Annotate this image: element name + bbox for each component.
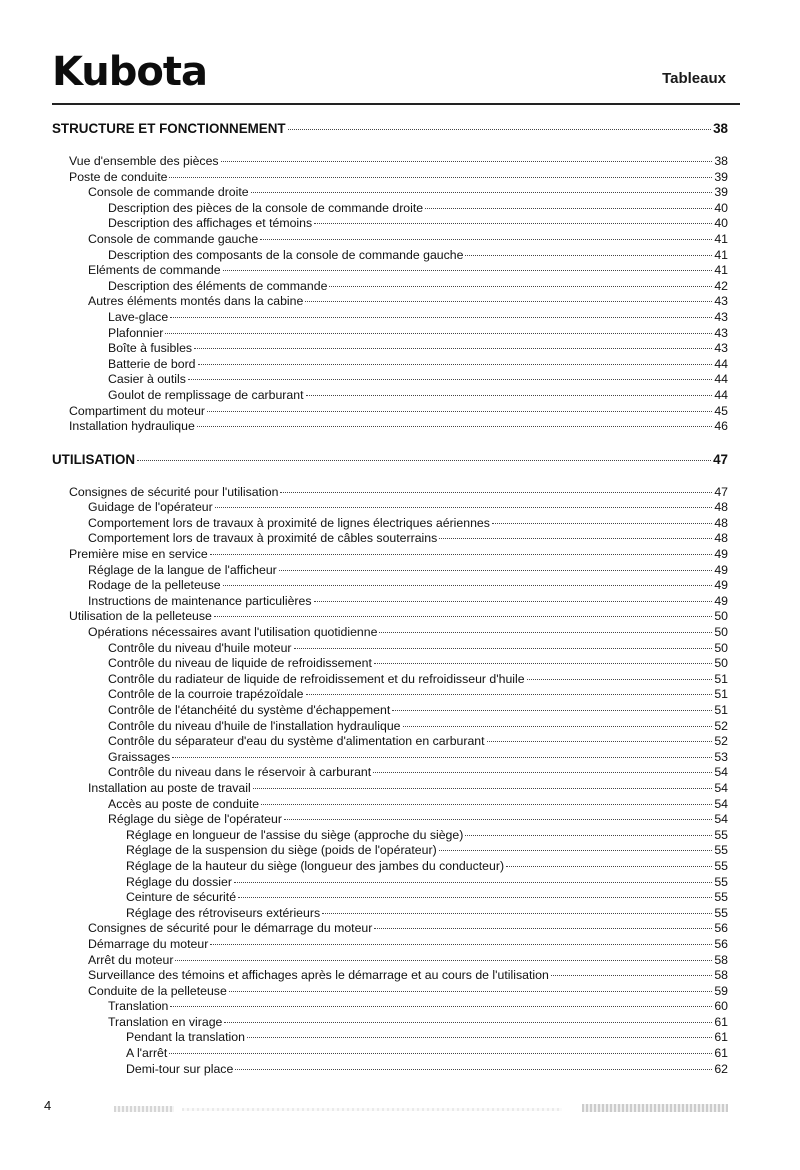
toc-entry[interactable] (52, 419, 728, 435)
toc-entry[interactable] (52, 953, 728, 969)
dot-leader (280, 492, 712, 493)
toc-entry-page: 56 (714, 936, 728, 951)
toc-entry-title: Accès au poste de conduite (108, 796, 260, 811)
toc-section-utilisation[interactable] (52, 451, 728, 469)
dot-leader (314, 223, 712, 224)
toc-entry-title: Translation (108, 999, 169, 1014)
toc-entry-page: 51 (714, 671, 728, 686)
toc-entry-page: 50 (714, 625, 728, 640)
toc-entry[interactable] (52, 185, 728, 201)
dot-leader (439, 538, 712, 539)
toc-entry-title: Description des composants de la console de commande gauche (108, 247, 464, 262)
toc-entry-title: Eléments de commande (88, 263, 221, 278)
dot-leader (214, 616, 712, 617)
toc-entry[interactable] (52, 672, 728, 688)
dot-leader (210, 944, 712, 945)
toc-entry[interactable] (52, 578, 728, 594)
toc-entry-title: Compartiment du moteur (69, 403, 206, 418)
toc-entry-page: 55 (714, 858, 728, 873)
toc-entry-title: Réglage de la langue de l'afficheur (88, 562, 277, 577)
toc-entry-page: 49 (714, 578, 728, 593)
dot-leader (487, 741, 713, 742)
toc-entry-page: 41 (714, 263, 728, 278)
dot-leader (379, 632, 712, 633)
toc-entry-title: Batterie de bord (108, 356, 196, 371)
toc-entry[interactable] (52, 388, 728, 404)
toc-entry-title: Vue d'ensemble des pièces (69, 154, 219, 168)
toc-entry[interactable] (52, 1030, 728, 1046)
toc-entry-title: Utilisation de la pelleteuse (69, 609, 212, 624)
dot-leader (197, 426, 713, 427)
toc-entry-title: Casier à outils (108, 372, 186, 387)
toc-entry-title: Graissages (108, 749, 171, 764)
toc-entry[interactable] (52, 1015, 728, 1031)
dot-leader (425, 208, 712, 209)
toc-entry-title: Surveillance des témoins et affichages après le démarrage et au cours de l'utilisation (88, 968, 549, 983)
toc-entry-title: Guidage de l'opérateur (88, 500, 213, 515)
toc-entry[interactable] (52, 279, 728, 295)
toc-entry-page: 39 (714, 169, 728, 184)
toc-entry[interactable] (52, 781, 728, 797)
toc-entry[interactable] (52, 843, 728, 859)
section-page: 38 (713, 121, 728, 136)
dot-leader (221, 161, 713, 162)
toc-entry[interactable] (52, 875, 728, 891)
toc-entry-title: Comportement lors de travaux à proximité de câbles souterrains (88, 531, 438, 546)
toc-entry-page: 55 (714, 874, 728, 889)
toc-entry[interactable] (52, 154, 728, 170)
toc-entry-page: 58 (714, 968, 728, 983)
dot-leader (492, 523, 712, 524)
dot-leader (465, 255, 712, 256)
toc-entry-page: 48 (714, 515, 728, 530)
toc-entry[interactable] (52, 485, 728, 501)
toc-entry[interactable] (52, 734, 728, 750)
toc-section-structure[interactable] (52, 120, 728, 138)
toc-entry-title: Consignes de sécurité pour l'utilisation (69, 484, 279, 499)
toc-entry[interactable] (52, 1062, 728, 1078)
toc-entry-title: Description des affichages et témoins (108, 216, 313, 231)
dot-leader (306, 395, 713, 396)
toc-entry-title: Conduite de la pelleteuse (88, 983, 227, 998)
toc-entry[interactable] (52, 594, 728, 610)
dot-leader (247, 1037, 712, 1038)
dot-leader (170, 1006, 712, 1007)
dot-leader (374, 928, 712, 929)
toc-entry-page: 44 (714, 387, 728, 402)
toc-entry-title: Démarrage du moteur (88, 936, 209, 951)
toc-entry-title: Lave-glace (108, 309, 169, 324)
dot-leader (374, 663, 712, 664)
dot-leader (294, 648, 713, 649)
toc-entry-page: 43 (714, 294, 728, 309)
toc-entry[interactable] (52, 357, 728, 373)
dot-leader (198, 364, 713, 365)
section-page: 47 (713, 451, 728, 467)
toc-entry[interactable] (52, 828, 728, 844)
toc-entry[interactable] (52, 687, 728, 703)
toc-entry[interactable] (52, 248, 728, 264)
dot-leader (223, 270, 713, 271)
toc-entry-title: Réglage de la suspension du siège (poids de l'opérateur) (126, 843, 437, 858)
toc-entry-page: 54 (714, 780, 728, 795)
toc-entry-page: 48 (714, 500, 728, 515)
toc-entry-page: 40 (714, 200, 728, 215)
scan-artifact (114, 1106, 174, 1112)
toc-entry[interactable] (52, 232, 728, 248)
toc-entry[interactable] (52, 372, 728, 388)
table-of-contents (52, 120, 728, 1077)
toc-entry-title: Poste de conduite (69, 169, 168, 184)
toc-entry-title: Réglage en longueur de l'assise du siège (approche du siège) (126, 827, 464, 842)
toc-entry-title: Contrôle du niveau d'huile moteur (108, 640, 292, 655)
dot-leader (506, 866, 712, 867)
toc-entry[interactable] (52, 641, 728, 657)
toc-entry-page: 56 (714, 921, 728, 936)
toc-entry-page: 49 (714, 593, 728, 608)
toc-entry[interactable] (52, 625, 728, 641)
toc-entry-title: Boîte à fusibles (108, 341, 193, 356)
toc-entry-title: Contrôle de la courroie trapézoïdale (108, 687, 304, 702)
toc-entry-page: 61 (714, 1046, 728, 1061)
toc-entry-page: 47 (714, 484, 728, 499)
kubota-logo: Kubota (52, 49, 207, 95)
toc-entry-title: Arrêt du moteur (88, 952, 174, 967)
toc-entry-page: 52 (714, 734, 728, 749)
dot-leader (234, 882, 712, 883)
toc-entry-page: 55 (714, 890, 728, 905)
dot-leader (439, 850, 713, 851)
toc-entry-page: 51 (714, 703, 728, 717)
toc-entry-page: 55 (714, 827, 728, 842)
scan-artifact (182, 1108, 562, 1111)
toc-entry-title: Instructions de maintenance particulières (88, 593, 312, 608)
toc-entry-page: 44 (714, 356, 728, 371)
toc-entry-title: Installation au poste de travail (88, 780, 251, 795)
toc-entry[interactable] (52, 750, 728, 766)
toc-entry-title: Contrôle du séparateur d'eau du système d'alimentation en carburant (108, 734, 485, 749)
toc-entry-page: 46 (714, 419, 728, 434)
toc-entry-page: 48 (714, 531, 728, 546)
toc-entry-title: A l'arrêt (126, 1046, 168, 1061)
toc-entry[interactable] (52, 563, 728, 579)
dot-leader (194, 348, 712, 349)
toc-entry-title: Console de commande gauche (88, 231, 259, 246)
toc-entry-title: Réglage du siège de l'opérateur (108, 812, 282, 827)
toc-entry[interactable] (52, 404, 728, 420)
toc-entry[interactable] (52, 326, 728, 342)
toc-entry[interactable] (52, 216, 728, 232)
toc-entry[interactable] (52, 1046, 728, 1062)
page-header (52, 50, 728, 106)
section-title: UTILISATION (52, 451, 136, 467)
toc-entry-title: Opérations nécessaires avant l'utilisation quotidienne (88, 625, 378, 640)
toc-entry-title: Comportement lors de travaux à proximité de lignes électriques aériennes (88, 515, 490, 530)
dot-leader (188, 379, 712, 380)
toc-entry-page: 43 (714, 325, 728, 340)
scan-artifact (582, 1104, 728, 1112)
header-rule (52, 103, 740, 105)
toc-entry-page: 50 (714, 609, 728, 624)
toc-entries-structure (52, 154, 728, 435)
toc-entry-page: 61 (714, 1014, 728, 1029)
dot-leader (260, 239, 712, 240)
toc-entry-title: Autres éléments montés dans la cabine (88, 294, 304, 309)
toc-entry-title: Description des éléments de commande (108, 278, 328, 293)
toc-entry[interactable] (52, 703, 728, 719)
dot-leader (207, 411, 712, 412)
dot-leader (329, 286, 712, 287)
toc-entry-page: 49 (714, 562, 728, 577)
toc-entry-page: 58 (714, 952, 728, 967)
toc-entry-page: 51 (714, 687, 728, 702)
toc-entry-page: 62 (714, 1061, 728, 1076)
toc-entry[interactable] (52, 859, 728, 875)
dot-leader (224, 1022, 712, 1023)
dot-leader (288, 129, 712, 130)
toc-entry-page: 52 (714, 718, 728, 733)
toc-entry[interactable] (52, 812, 728, 828)
section-title: STRUCTURE ET FONCTIONNEMENT (52, 121, 286, 136)
toc-entry-title: Description des pièces de la console de commande droite (108, 200, 424, 215)
toc-entry[interactable] (52, 310, 728, 326)
toc-entry[interactable] (52, 656, 728, 672)
toc-entry-title: Contrôle du niveau dans le réservoir à carburant (108, 765, 372, 780)
dot-leader (137, 460, 711, 461)
dot-leader (172, 757, 712, 758)
toc-entry-title: Installation hydraulique (69, 419, 195, 434)
dot-leader (279, 570, 713, 571)
toc-entry-title: Pendant la translation (126, 1030, 245, 1045)
toc-entry-page: 53 (714, 749, 728, 764)
dot-leader (306, 694, 713, 695)
toc-entry-page: 50 (714, 656, 728, 671)
toc-entry[interactable] (52, 531, 728, 547)
toc-entry-title: Contrôle de l'étanchéité du système d'échappement (108, 703, 391, 717)
toc-entry[interactable] (52, 263, 728, 279)
dot-leader (223, 585, 713, 586)
toc-entry-title: Première mise en service (69, 547, 208, 562)
toc-entry[interactable] (52, 968, 728, 984)
dot-leader (169, 1053, 712, 1054)
toc-entry-page: 40 (714, 216, 728, 231)
toc-entry[interactable] (52, 201, 728, 217)
toc-entry-page: 55 (714, 905, 728, 920)
toc-entry-title: Contrôle du radiateur de liquide de refroidissement et du refroidisseur d'huile (108, 671, 525, 686)
toc-entry-title: Goulot de remplissage de carburant (108, 387, 304, 402)
toc-entry-title: Réglage du dossier (126, 874, 232, 889)
dot-leader (305, 301, 712, 302)
toc-entry[interactable] (52, 547, 728, 563)
toc-entry-page: 50 (714, 640, 728, 655)
toc-entry-title: Plafonnier (108, 325, 164, 340)
toc-entry-page: 39 (714, 185, 728, 200)
dot-leader (235, 1069, 712, 1070)
toc-entry[interactable] (52, 890, 728, 906)
dot-leader (261, 804, 712, 805)
dot-leader (403, 726, 713, 727)
page-footer (44, 1098, 728, 1118)
toc-entry[interactable] (52, 797, 728, 813)
dot-leader (169, 177, 712, 178)
toc-entry-page: 44 (714, 372, 728, 387)
dot-leader (215, 507, 713, 508)
toc-entry[interactable] (52, 516, 728, 532)
page-number: 4 (44, 1098, 52, 1113)
toc-entry-page: 54 (714, 812, 728, 827)
dot-leader (373, 772, 712, 773)
toc-entry-page: 49 (714, 547, 728, 562)
toc-entry[interactable] (52, 765, 728, 781)
toc-entry[interactable] (52, 999, 728, 1015)
toc-entry[interactable] (52, 984, 728, 1000)
toc-entry[interactable] (52, 500, 728, 516)
toc-entry[interactable] (52, 906, 728, 922)
dot-leader (322, 913, 712, 914)
dot-leader (229, 991, 713, 992)
dot-leader (238, 897, 712, 898)
toc-entry-title: Ceinture de sécurité (126, 890, 237, 905)
dot-leader (551, 975, 713, 976)
toc-entry-title: Réglage des rétroviseurs extérieurs (126, 905, 321, 920)
toc-entry-page: 41 (714, 231, 728, 246)
toc-entry-page: 45 (714, 403, 728, 418)
toc-entry-page: 59 (714, 983, 728, 998)
toc-entry-page: 38 (714, 154, 728, 168)
toc-entry-page: 55 (714, 843, 728, 858)
dot-leader (210, 554, 713, 555)
toc-entry[interactable] (52, 609, 728, 625)
toc-entry-page: 61 (714, 1030, 728, 1045)
toc-entry-title: Consignes de sécurité pour le démarrage du moteur (88, 921, 373, 936)
toc-entry-page: 54 (714, 765, 728, 780)
toc-entry-page: 42 (714, 278, 728, 293)
toc-entry-title: Demi-tour sur place (126, 1061, 234, 1076)
toc-entry-title: Rodage de la pelleteuse (88, 578, 221, 593)
dot-leader (253, 788, 713, 789)
dot-leader (170, 317, 712, 318)
dot-leader (392, 710, 712, 711)
section-name: Tableaux (662, 70, 726, 87)
dot-leader (251, 192, 713, 193)
toc-entry-page: 54 (714, 796, 728, 811)
toc-entry[interactable] (52, 294, 728, 310)
toc-entry-title: Translation en virage (108, 1014, 223, 1029)
dot-leader (527, 679, 713, 680)
dot-leader (175, 960, 712, 961)
toc-entries-utilisation (52, 485, 728, 1078)
toc-entry[interactable] (52, 921, 728, 937)
toc-entry[interactable] (52, 937, 728, 953)
dot-leader (284, 819, 712, 820)
toc-entry[interactable] (52, 341, 728, 357)
toc-entry-page: 41 (714, 247, 728, 262)
toc-entry[interactable] (52, 170, 728, 186)
toc-entry-page: 60 (714, 999, 728, 1014)
toc-entry-page: 43 (714, 309, 728, 324)
toc-entry[interactable] (52, 719, 728, 735)
dot-leader (314, 601, 713, 602)
toc-entry-title: Console de commande droite (88, 185, 249, 200)
toc-entry-page: 43 (714, 341, 728, 356)
toc-entry-title: Contrôle du niveau d'huile de l'installation hydraulique (108, 718, 401, 733)
toc-entry-title: Réglage de la hauteur du siège (longueur des jambes du conducteur) (126, 858, 505, 873)
dot-leader (165, 333, 712, 334)
toc-entry-title: Contrôle du niveau de liquide de refroidissement (108, 656, 372, 671)
dot-leader (465, 835, 712, 836)
